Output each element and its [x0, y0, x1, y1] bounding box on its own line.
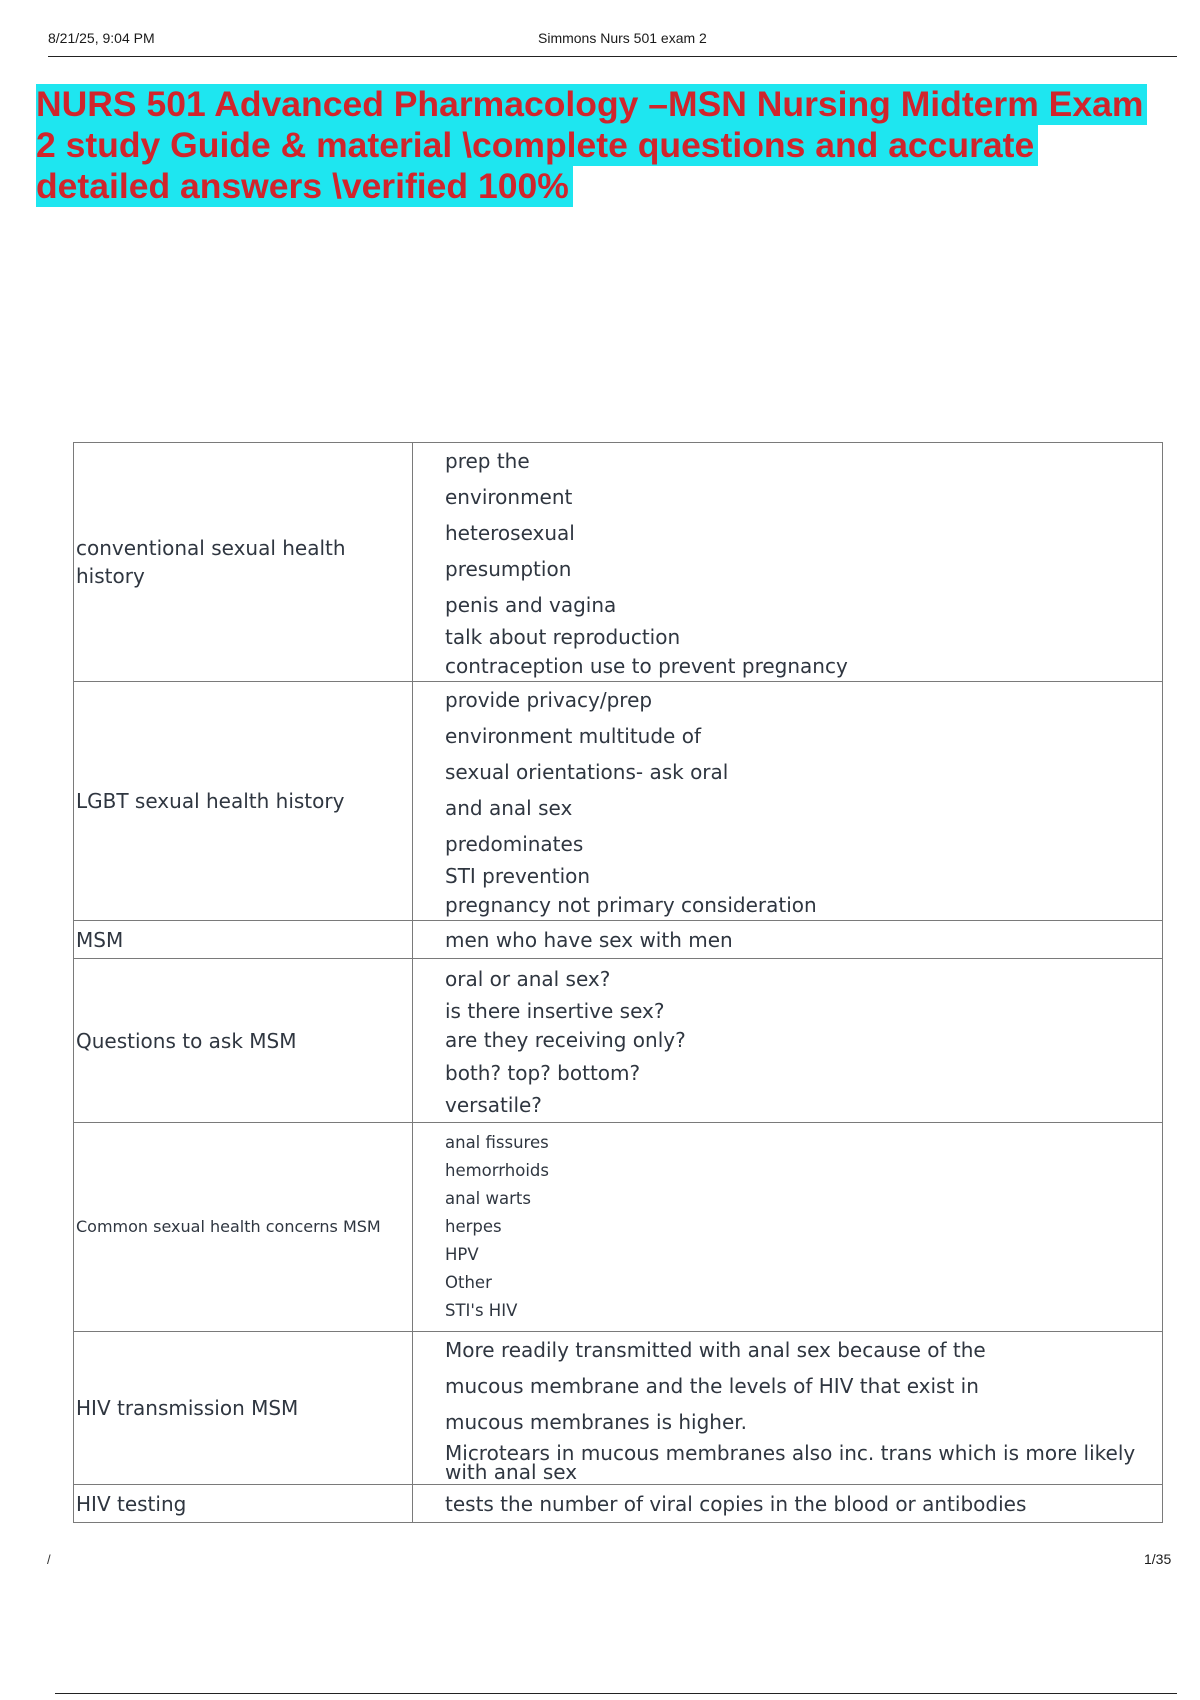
- table-row: [74, 921, 1163, 959]
- definition-line: hemorrhoids: [445, 1161, 549, 1180]
- definition-line: is there insertive sex?: [445, 999, 665, 1023]
- term-cell: Questions to ask MSM: [74, 959, 413, 1123]
- definition-cell: [413, 682, 1163, 921]
- definition-cell: [413, 1332, 1163, 1485]
- definition-line: oral or anal sex?: [445, 967, 611, 991]
- bottom-divider: [55, 1693, 1177, 1694]
- definition-line: versatile?: [445, 1093, 542, 1117]
- term-cell: Common sexual health concerns MSM: [74, 1123, 413, 1332]
- print-date: 8/21/25, 9:04 PM: [48, 30, 155, 46]
- term-cell: HIV transmission MSM: [74, 1332, 413, 1485]
- definition-line: talk about reproduction: [445, 625, 681, 649]
- term-cell: conventional sexual health history: [74, 443, 413, 682]
- definition-line: and anal sex: [445, 796, 573, 820]
- header-title: Simmons Nurs 501 exam 2: [538, 30, 707, 46]
- definition-line: Other: [445, 1273, 492, 1292]
- table-row: [74, 1332, 1163, 1485]
- definition-line: both? top? bottom?: [445, 1061, 641, 1085]
- definition-line: Microtears in mucous membranes also inc. trans which is more likely with anal sex: [445, 1441, 1136, 1484]
- term-cell: HIV testing: [74, 1485, 413, 1523]
- definition-line: environment: [445, 485, 573, 509]
- definition-line: provide privacy/prep: [445, 688, 653, 712]
- term-cell: MSM: [74, 921, 413, 959]
- term-cell: LGBT sexual health history: [74, 682, 413, 921]
- page-header: [48, 28, 1176, 56]
- definition-cell: [413, 1485, 1163, 1523]
- definition-line: men who have sex with men: [445, 927, 733, 952]
- definition-cell: [413, 443, 1163, 682]
- page-number: 1/35: [1144, 1551, 1172, 1567]
- definition-line: are they receiving only?: [445, 1028, 686, 1052]
- document-title: [36, 84, 1181, 207]
- table-row: [74, 1485, 1163, 1523]
- table-row: [74, 443, 1163, 682]
- definition-line: STI prevention: [445, 864, 591, 888]
- definition-line: anal warts: [445, 1189, 531, 1208]
- definition-line: mucous membrane and the levels of HIV that exist in: [445, 1374, 979, 1398]
- definition-line: prep the: [445, 449, 530, 473]
- footer-url: /: [47, 1552, 51, 1567]
- definition-cell: [413, 1123, 1163, 1332]
- definition-line: HPV: [445, 1245, 479, 1264]
- definition-line: anal fissures: [445, 1133, 549, 1152]
- definition-line: presumption: [445, 557, 572, 581]
- flashcard-table: [73, 442, 1163, 1523]
- definition-line: contraception use to prevent pregnancy: [445, 654, 848, 678]
- header-divider: [48, 56, 1177, 57]
- definition-line: environment multitude of: [445, 724, 701, 748]
- definition-line: sexual orientations- ask oral: [445, 760, 729, 784]
- definition-cell: [413, 921, 1163, 959]
- definition-line: herpes: [445, 1217, 502, 1236]
- definition-line: pregnancy not primary consideration: [445, 893, 817, 917]
- definition-line: predominates: [445, 832, 584, 856]
- table-row: [74, 682, 1163, 921]
- definition-line: mucous membranes is higher.: [445, 1410, 748, 1434]
- title-line-1: NURS 501 Advanced Pharmacology –MSN Nursing Midterm Exam: [36, 84, 1147, 125]
- title-line-2: 2 study Guide & material \complete questions and accurate: [36, 125, 1038, 166]
- definition-line: heterosexual: [445, 521, 575, 545]
- table-row: [74, 1123, 1163, 1332]
- definition-line: STI's HIV: [445, 1301, 518, 1320]
- definition-line: More readily transmitted with anal sex because of the: [445, 1338, 986, 1362]
- definition-line: tests the number of viral copies in the blood or antibodies: [445, 1491, 1027, 1516]
- table-row: [74, 959, 1163, 1123]
- definition-line: penis and vagina: [445, 593, 617, 617]
- title-line-3: detailed answers \verified 100%: [36, 166, 573, 207]
- definition-cell: [413, 959, 1163, 1123]
